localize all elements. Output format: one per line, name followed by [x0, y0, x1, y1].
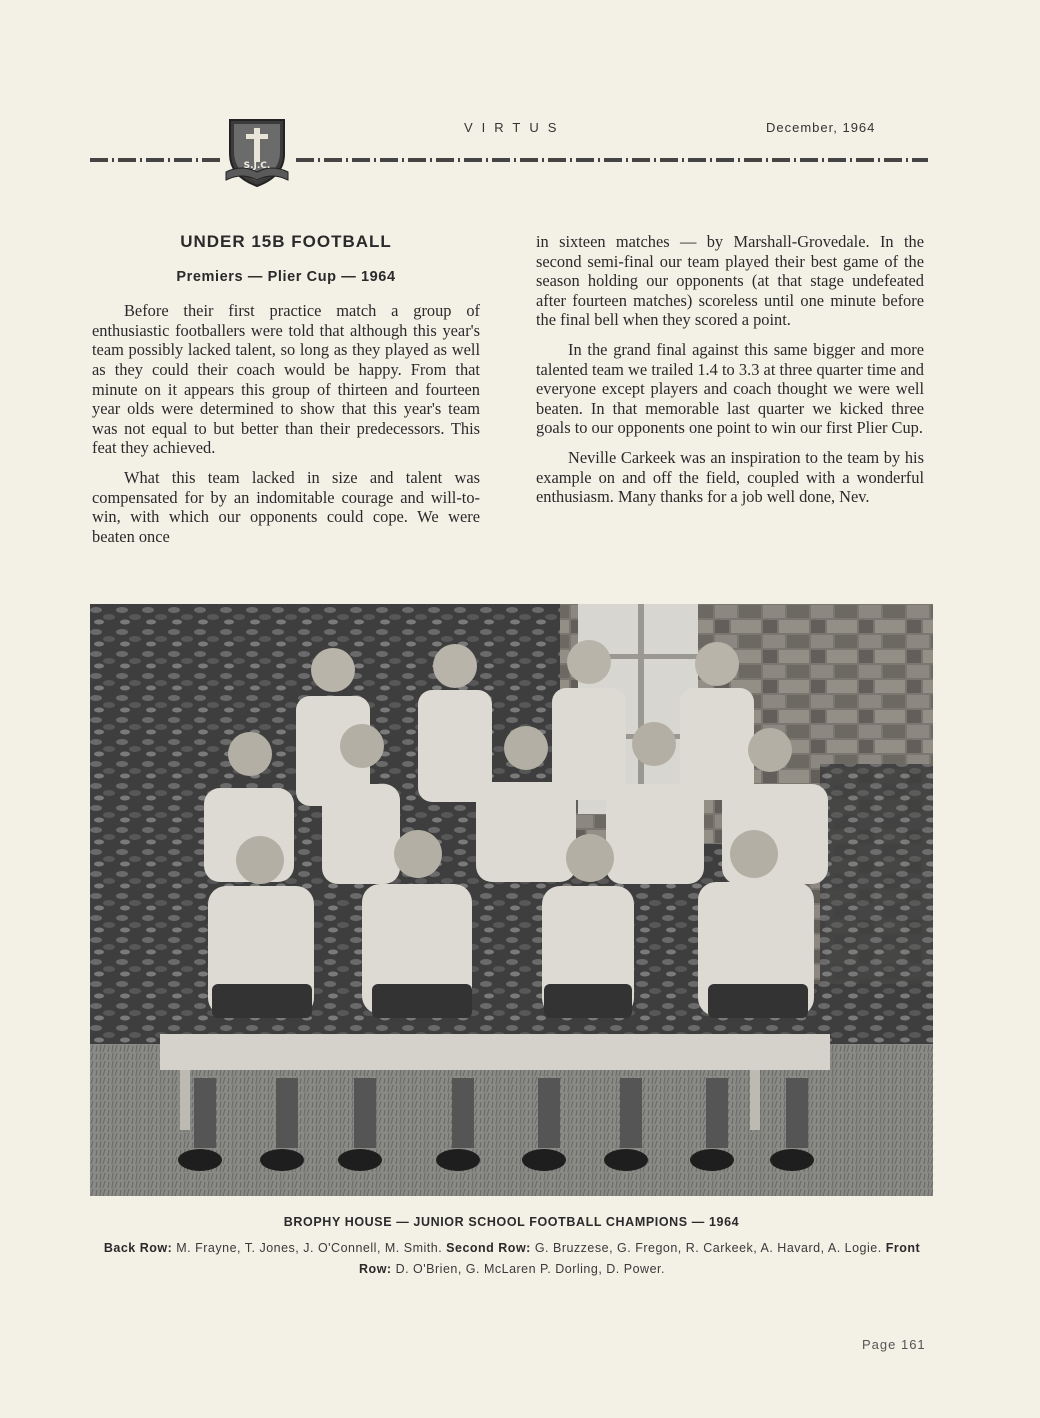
front-row-label: Front Row: [359, 1241, 921, 1276]
front-row-names: D. O'Brien, G. McLaren P. Dorling, D. Power. [395, 1262, 665, 1276]
article-paragraph: In the grand final against this same bigger and more talented team we trailed 1.4 to 3.3 at three quarter time and everyone except players and coach thought we were well beaten. In that memorable last quarter we kicked three goals to our opponents one point to win our first Plier Cup. [536, 339, 924, 438]
article-right-column [536, 232, 924, 517]
header-rule-left [90, 158, 222, 162]
crest-initials: S.J.C. [243, 161, 271, 171]
article-paragraph: Before their first practice match a group of enthusiastic footballers were told that although this year's team possibly lacked talent, so long as they played as well as they could their coach would be happy. From that minute on it appears this group of thirteen and fourteen year olds were determined to show that this year's team was not equal to but better than their predecessors. This feat they achieved. [92, 301, 480, 458]
article-subtitle: Premiers — Plier Cup — 1964 [176, 268, 396, 285]
second-row-names: G. Bruzzese, G. Fregon, R. Carkeek, A. Havard, A. Logie. [534, 1241, 882, 1255]
second-row-label: Second Row: [446, 1241, 531, 1255]
photo-caption-names [86, 1238, 938, 1280]
article-paragraph: Neville Carkeek was an inspiration to the team by his example on and off the field, coupled with a wonderful enthusiasm. Many thanks for a job well done, Nev. [536, 447, 924, 507]
back-row-label: Back Row: [103, 1241, 173, 1255]
header-rule-right [296, 158, 928, 162]
team-photograph [90, 604, 933, 1196]
team-photograph-image [90, 604, 933, 1196]
photo-caption-title: BROPHY HOUSE — JUNIOR SCHOOL FOOTBALL CHAMPIONS — 1964 [283, 1215, 740, 1229]
issue-date: December, 1964 [766, 120, 876, 135]
article-paragraph: What this team lacked in size and talent was compensated for by an indomitable courage and will-to-win, with which our opponents could cope. We were beaten once [92, 467, 480, 546]
masthead: VIRTUS [464, 120, 566, 135]
article-left-column [92, 232, 480, 556]
article-paragraph: in sixteen matches — by Marshall-Grovedale. In the second semi-final our team played their best game of the season holding our opponents (at that stage undefeated after fourteen matches) scoreless until one minute before the final bell when they scored a point. [536, 232, 924, 330]
back-row-names: M. Frayne, T. Jones, J. O'Connell, M. Smith. [176, 1241, 443, 1255]
article-title: UNDER 15B FOOTBALL [180, 232, 392, 251]
page-number: Page 161 [862, 1337, 926, 1352]
school-crest-icon [222, 114, 292, 190]
